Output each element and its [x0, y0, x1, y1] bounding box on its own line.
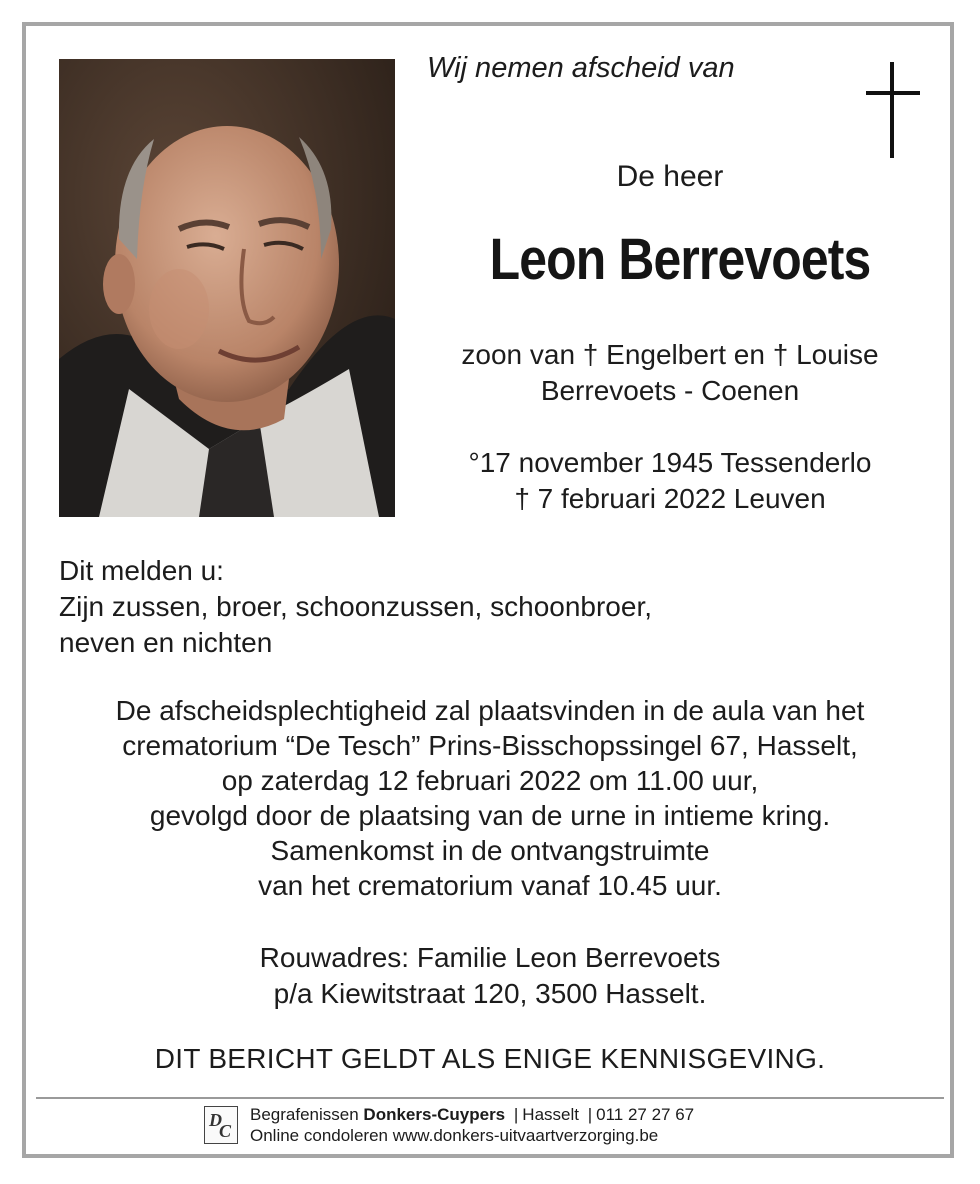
mourners-line: Zijn zussen, broer, schoonzussen, schoonbroer,	[59, 591, 653, 622]
company-city: Hasselt	[522, 1105, 579, 1124]
company-name: Donkers-Cuypers	[363, 1105, 506, 1124]
cross-icon	[862, 62, 924, 160]
honorific: De heer	[616, 160, 724, 193]
ceremony-line: op zaterdag 12 februari 2022 om 11.00 uur,	[221, 765, 759, 796]
mourners-line: neven en nichten	[59, 627, 273, 658]
parents-line: zoon van † Engelbert en † Louise	[461, 339, 879, 370]
footer-line-1	[250, 1104, 694, 1125]
intro-text: Wij nemen afscheid van	[427, 52, 735, 84]
footer-prefix: Begrafenissen	[250, 1105, 359, 1124]
footer-line-2	[250, 1125, 694, 1146]
ceremony-block	[22, 693, 958, 903]
logo-letter: C	[219, 1121, 232, 1141]
death-date: † 7 februari 2022 Leuven	[514, 483, 826, 514]
ceremony-line: De afscheidsplechtigheid zal plaatsvinden in de aula van het	[115, 695, 865, 726]
ceremony-line: crematorium “De Tesch” Prins-Bisschopssingel 67, Hasselt,	[122, 730, 858, 761]
separator: |	[587, 1105, 593, 1124]
portrait-photo	[59, 59, 395, 517]
mourners-block	[59, 553, 652, 661]
parents-line: Berrevoets - Coenen	[540, 375, 800, 406]
website-link[interactable]: www.donkers-uitvaartverzorging.be	[392, 1126, 659, 1145]
company-phone[interactable]: 011 27 27 67	[596, 1105, 695, 1124]
ceremony-line: gevolgd door de plaatsing van de urne in intieme kring.	[149, 800, 831, 831]
online-label: Online condoleren	[250, 1126, 388, 1145]
ceremony-line: van het crematorium vanaf 10.45 uur.	[258, 870, 722, 901]
logo-letter: D	[209, 1110, 222, 1130]
parents-block	[400, 337, 940, 409]
address-line: Rouwadres: Familie Leon Berrevoets	[259, 942, 721, 973]
ceremony-line: Samenkomst in de ontvangstruimte	[270, 835, 710, 866]
birth-date: °17 november 1945 Tessenderlo	[468, 447, 872, 478]
footer-info	[250, 1104, 694, 1146]
notice-text: DIT BERICHT GELDT ALS ENIGE KENNISGEVING.	[154, 1043, 826, 1074]
footer-divider	[36, 1097, 944, 1099]
address-line: p/a Kiewitstraat 120, 3500 Hasselt.	[273, 978, 707, 1009]
deceased-name: Leon Berrevoets	[489, 227, 871, 292]
separator: |	[513, 1105, 519, 1124]
dates-block	[400, 445, 940, 517]
funeral-home-logo	[204, 1106, 238, 1144]
mourners-line: Dit melden u:	[59, 555, 224, 586]
address-block	[22, 940, 958, 1012]
